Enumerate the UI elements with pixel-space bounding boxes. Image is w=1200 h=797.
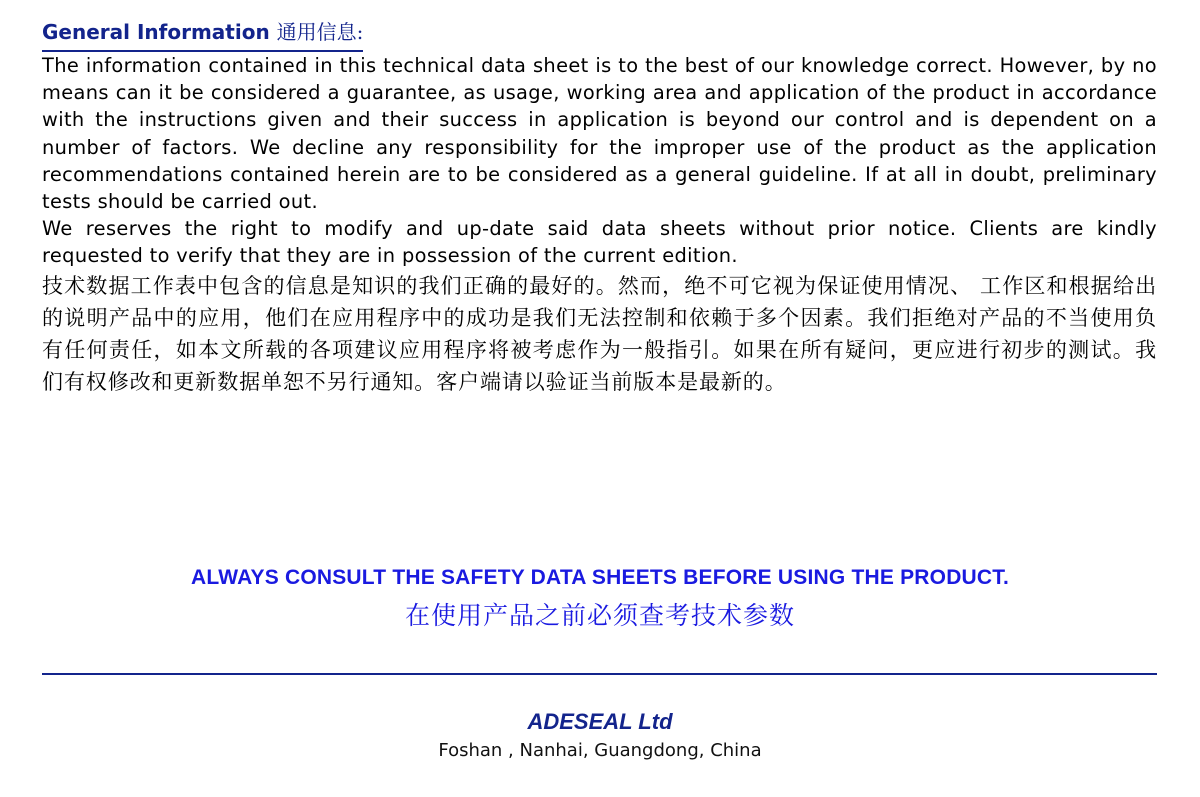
disclaimer-paragraph-en-2: We reserves the right to modify and up-date said data sheets without prior notice. Clients are kindly requested to verify that they are in possession of the current edition. xyxy=(42,217,1157,268)
heading-chinese: 通用信息: xyxy=(276,20,364,44)
disclaimer-paragraph-en-1: The information contained in this technical data sheet is to the best of our knowledge correct. However, by no means can it be considered a guarantee, as usage, working area and application of the product in accordance with the instructions given and their success in application is beyond our control and is dependent on a number of factors. We decline any responsibility for the improper use of the product as the application recommendations contained herein are to be considered as a general guideline. If at all in doubt, preliminary tests should be carried out. xyxy=(42,54,1157,214)
general-information-section xyxy=(42,18,1157,398)
safety-notice-english: ALWAYS CONSULT THE SAFETY DATA SHEETS BEFORE USING THE PRODUCT. xyxy=(190,566,1010,589)
company-address: Foshan , Nanhai, Guangdong, China xyxy=(438,740,762,761)
heading-english: General Information xyxy=(42,20,277,44)
company-name: ADESEAL Ltd xyxy=(527,709,673,734)
safety-notice-chinese: 在使用产品之前必须查考技术参数 xyxy=(404,601,795,630)
section-heading xyxy=(42,18,363,52)
disclaimer-paragraph-zh: 技术数据工作表中包含的信息是知识的我们正确的最好的。然而，绝不可它视为保证使用情况、 工作区和根据给出的说明产品中的应用，他们在应用程序中的成功是我们无法控制和依赖于多个因素。我们拒绝对产品的不当使用负有任何责任，如本文所载的各项建议应用程序将被考虑作为一般指引。如果在所有疑问，更应进行初步的测试。我们有权修改和更新数据单恕不另行通知。客户端请以验证当前版本是最新的。 xyxy=(42,273,1157,394)
footer-divider xyxy=(42,673,1157,675)
